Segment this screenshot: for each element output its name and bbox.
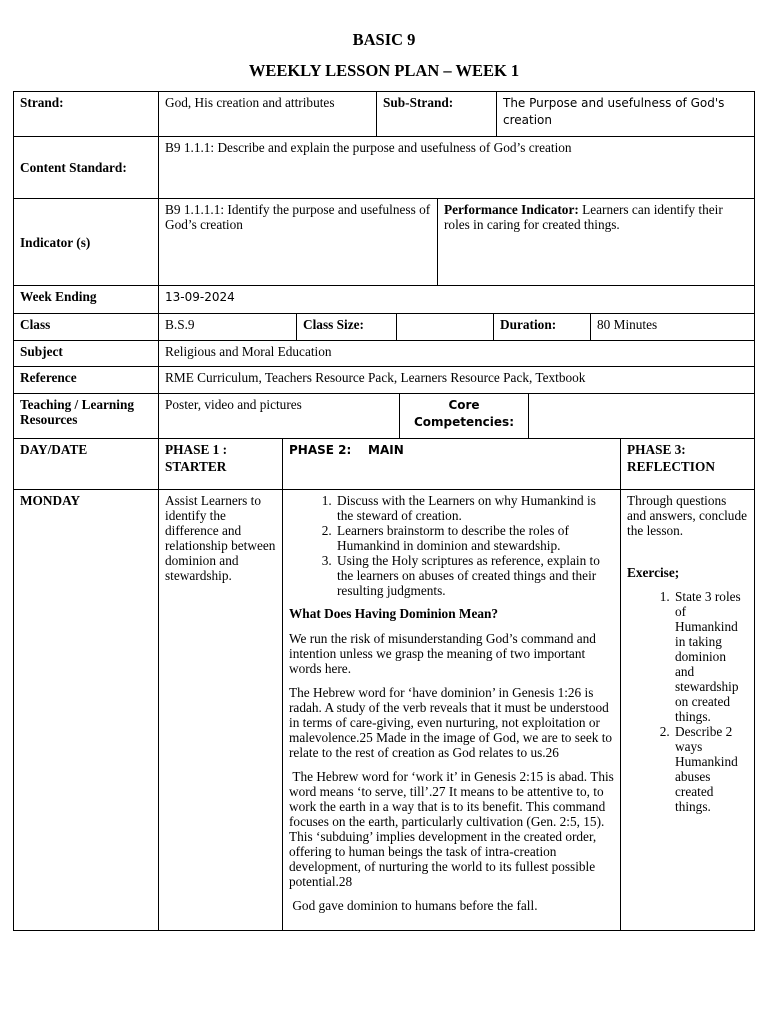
sub-strand-label: Sub-Strand: <box>376 91 497 137</box>
core-competencies-value <box>528 393 755 439</box>
monday-reflection-cell <box>620 489 755 931</box>
indicator-value: B9 1.1.1.1: Identify the purpose and usefulness of God’s creation <box>158 198 438 286</box>
week-ending-value: 13-09-2024 <box>158 285 755 314</box>
exercise-item: 2. Describe 2 ways Humankind abuses created things. <box>673 724 748 814</box>
main-paragraph: The Hebrew word for ‘work it’ in Genesis 2:15 is abad. This word means ‘to serve, till’.27 It means to be attentive to, to work the earth in a way that is to its benefit. This command focuses on the earth, particularly cultivation (Gen. 2:5, 15). This ‘subduing’ implies development in the created order, offering to human beings the task of intra-creation development, of nurturing the world to its fullest possible potential.28 <box>289 769 618 889</box>
monday-main-cell <box>282 489 621 931</box>
week-ending-label: Week Ending <box>13 285 159 314</box>
indicator-label-text: Indicator (s) <box>20 234 91 250</box>
resources-label: Teaching / Learning Resources <box>13 393 159 439</box>
main-activity-item: 1. Discuss with the Learners on why Humankind is the steward of creation. <box>335 493 614 523</box>
class-label: Class <box>13 313 159 341</box>
day-date-header: DAY/DATE <box>13 438 159 490</box>
exercise-label: Exercise; <box>627 565 680 580</box>
duration-value: 80 Minutes <box>590 313 755 341</box>
main-paragraph: God gave dominion to humans before the fall. <box>289 898 538 913</box>
strand-value: God, His creation and attributes <box>158 91 377 137</box>
reference-label: Reference <box>13 366 159 394</box>
main-paragraph: The Hebrew word for ‘have dominion’ in Genesis 1:26 is radah. A study of the verb reveals that it must be understood in terms of care-giving, even nurturing, not exploitation or malevolence.25 Made in the image of God, we are to seek to relate to the rest of creation as God relates to us.26 <box>289 685 613 760</box>
main-activity-item: 3. Using the Holy scriptures as reference, explain to the learners on abuses of created things and their resulting judgments. <box>335 553 614 598</box>
exercise-list <box>627 589 748 814</box>
reference-value: RME Curriculum, Teachers Resource Pack, Learners Resource Pack, Textbook <box>158 366 755 394</box>
sub-strand-value: The Purpose and usefulness of God's creation <box>496 91 755 137</box>
duration-label: Duration: <box>493 313 591 341</box>
main-activity-item: 2. Learners brainstorm to describe the roles of Humankind in dominion and stewardship. <box>335 523 614 553</box>
content-standard-label-text: Content Standard: <box>20 160 127 175</box>
phase1-header: PHASE 1 : STARTER <box>158 438 283 490</box>
core-competencies-label: Core Competencies: <box>399 393 529 439</box>
reflection-text: Through questions and answers, conclude the lesson. <box>627 493 747 538</box>
content-standard-value: B9 1.1.1: Describe and explain the purpose and usefulness of God’s creation <box>158 136 755 199</box>
subject-value: Religious and Moral Education <box>158 340 755 367</box>
content-standard-label <box>13 136 159 199</box>
performance-indicator-label: Performance Indicator: <box>444 202 579 217</box>
document-title: BASIC 9 <box>352 30 416 49</box>
monday-starter-cell: Assist Learners to identify the difference and relationship between dominion and stewardship. <box>158 489 283 931</box>
main-activities-list <box>289 493 614 598</box>
resources-value: Poster, video and pictures <box>158 393 400 439</box>
class-value: B.S.9 <box>158 313 297 341</box>
document-subtitle: WEEKLY LESSON PLAN – WEEK 1 <box>248 61 520 80</box>
strand-label: Strand: <box>13 91 159 137</box>
phase3-header: PHASE 3: REFLECTION <box>620 438 755 490</box>
exercise-item: 1. State 3 roles of Humankind in taking dominion and stewardship on created things. <box>673 589 748 724</box>
performance-indicator-value: Learners can identify their roles in caring for created things. <box>444 202 723 232</box>
monday-day-cell: MONDAY <box>13 489 159 931</box>
indicator-label <box>13 198 159 286</box>
subject-label: Subject <box>13 340 159 367</box>
class-size-label: Class Size: <box>296 313 397 341</box>
phase2-header: PHASE 2: MAIN <box>282 438 621 490</box>
dominion-heading: What Does Having Dominion Mean? <box>289 606 499 621</box>
main-paragraph: We run the risk of misunderstanding God’s command and intention unless we grasp the meaning of two important words here. <box>289 631 596 676</box>
class-size-value <box>396 313 494 341</box>
performance-indicator <box>437 198 755 286</box>
